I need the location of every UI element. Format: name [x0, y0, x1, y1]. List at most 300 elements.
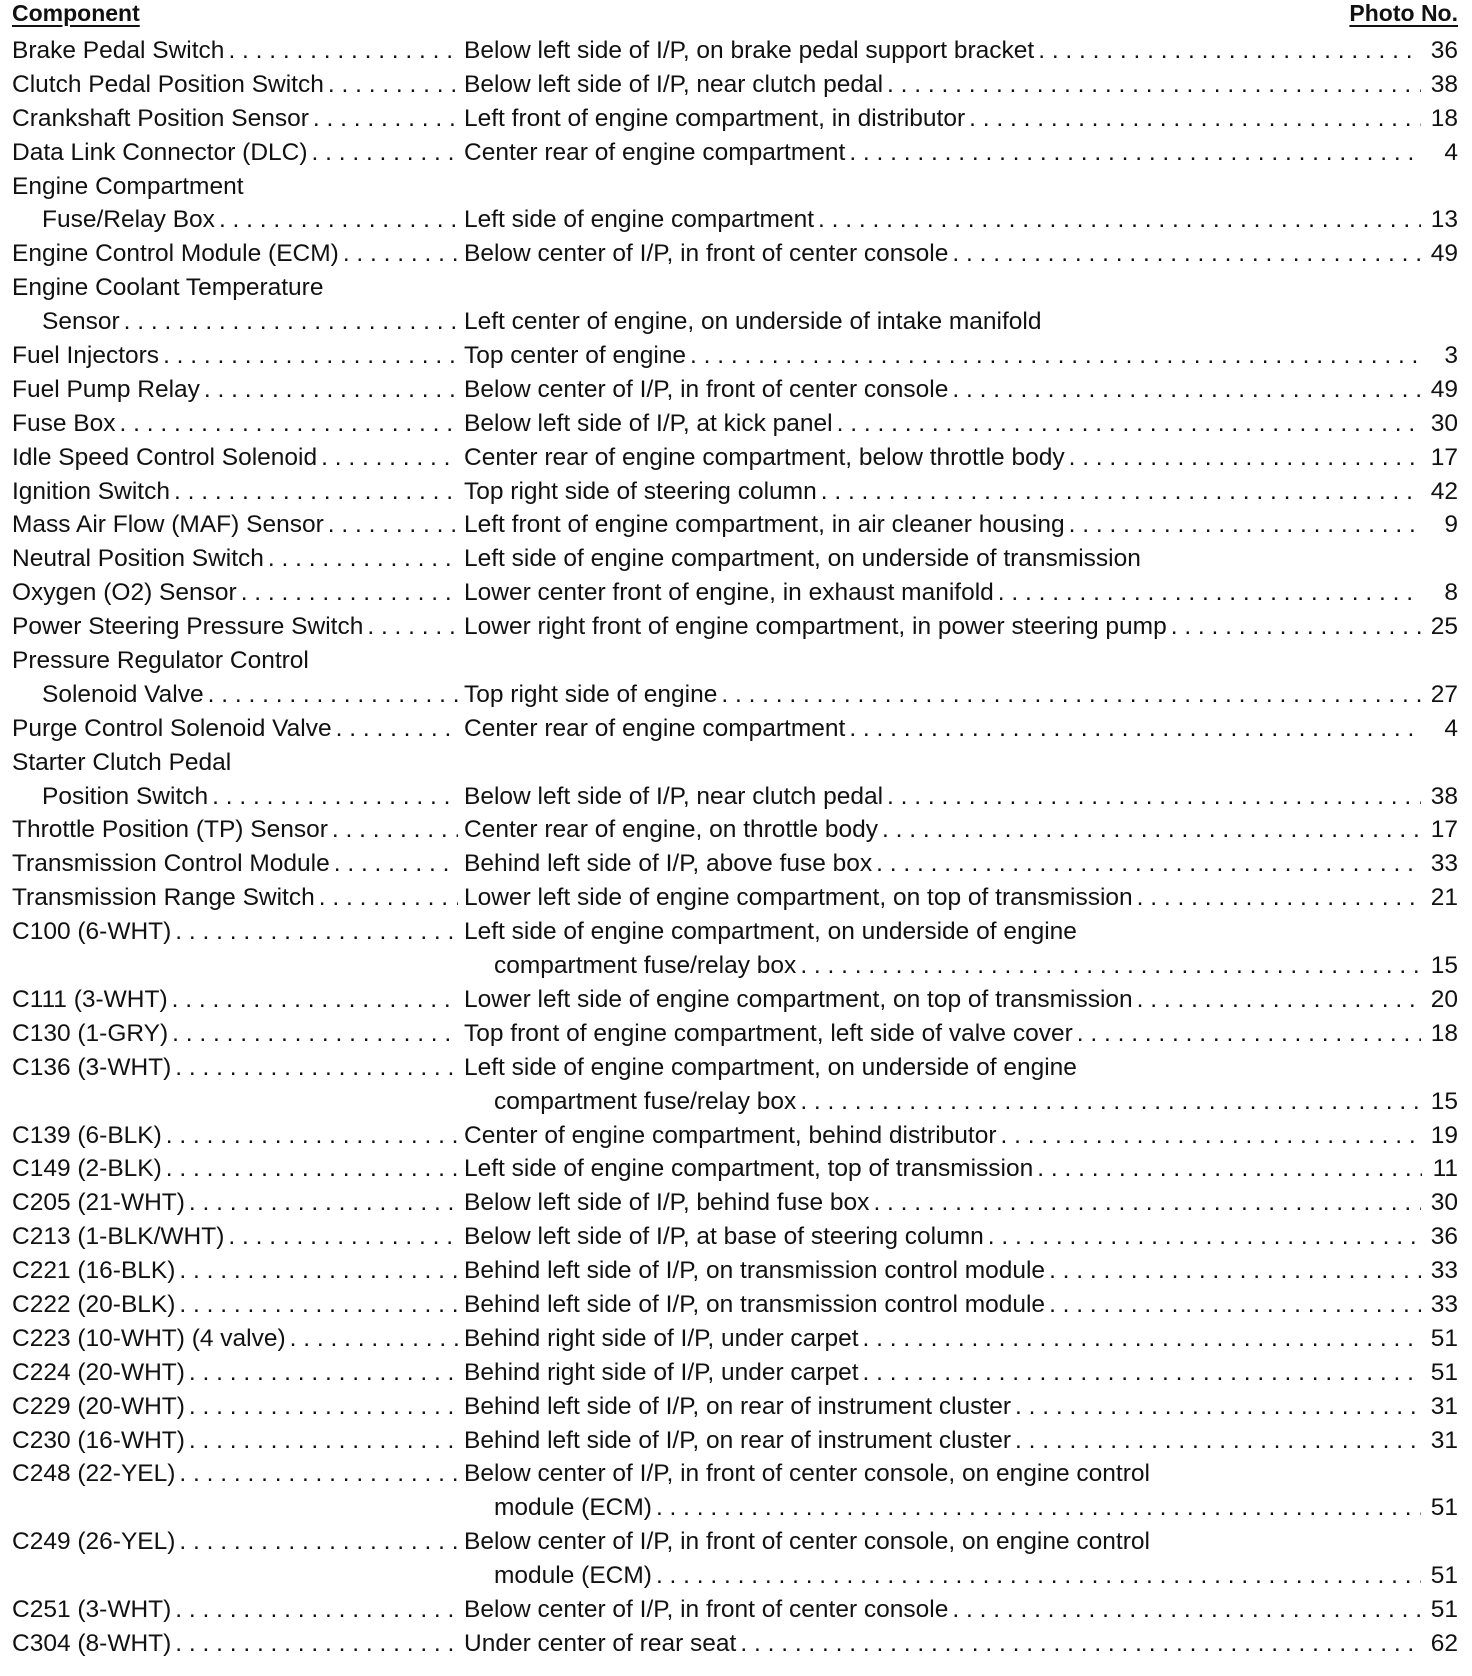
location-cell: [464, 1220, 1427, 1254]
photo-number: 18: [1430, 1019, 1458, 1047]
photo-number: 51: [1430, 1595, 1458, 1623]
row-line: [12, 1119, 1458, 1153]
leader-dots: [319, 881, 458, 915]
row-line: [12, 305, 1458, 339]
leader-dots: [241, 576, 458, 610]
leader-dots: [873, 1186, 1420, 1220]
photo-number: 4: [1444, 138, 1458, 166]
row-line: [12, 508, 1458, 542]
component-cell: [12, 1593, 464, 1627]
leader-dots: [212, 780, 458, 814]
row-line: [12, 780, 1458, 814]
leader-dots: [1015, 1424, 1421, 1458]
location-cell: [464, 475, 1427, 509]
row-line: [12, 1322, 1458, 1356]
table-row: [12, 68, 1458, 102]
component-name: C149 (2-BLK): [12, 1155, 162, 1183]
leader-dots: [1069, 508, 1422, 542]
leader-dots: [1171, 610, 1421, 644]
location-cell: [464, 407, 1427, 441]
photo-number: 8: [1444, 579, 1458, 607]
row-line: [12, 1525, 1458, 1559]
location-text: Lower center front of engine, in exhaust manifold: [464, 579, 994, 607]
photo-number: 3: [1444, 342, 1458, 370]
component-name: C248 (22-YEL): [12, 1460, 176, 1488]
location-text: Lower left side of engine compartment, on top of transmission: [464, 884, 1133, 912]
leader-dots: [204, 373, 458, 407]
location-text: Left side of engine compartment, top of transmission: [464, 1155, 1034, 1183]
component-name: C251 (3-WHT): [12, 1595, 172, 1623]
leader-dots: [174, 475, 458, 509]
photo-number: 51: [1430, 1562, 1458, 1590]
location-text: Below center of I/P, in front of center console: [464, 1595, 949, 1623]
component-name: Engine Control Module (ECM): [12, 240, 339, 268]
location-cell: [464, 34, 1427, 68]
leader-dots: [189, 1186, 458, 1220]
location-cell: [464, 373, 1427, 407]
photo-number: 4: [1444, 714, 1458, 742]
leader-dots: [343, 237, 458, 271]
leader-dots: [1015, 1390, 1421, 1424]
leader-dots: [1037, 1152, 1422, 1186]
leader-dots: [969, 102, 1421, 136]
component-name: Engine Coolant Temperature: [12, 274, 324, 302]
location-cell: [464, 1457, 1458, 1491]
component-cell: [12, 983, 464, 1017]
component-cell: [12, 881, 464, 915]
component-name: C304 (8-WHT): [12, 1629, 172, 1657]
component-name: C249 (26-YEL): [12, 1528, 176, 1556]
location-text: Center rear of engine compartment, below throttle body: [464, 443, 1065, 471]
photo-number: 11: [1432, 1155, 1458, 1183]
photo-number: 25: [1430, 613, 1458, 641]
row-line: [12, 203, 1458, 237]
row-line: [12, 610, 1458, 644]
location-cell: [464, 542, 1428, 576]
location-text: Top right side of steering column: [464, 477, 817, 505]
leader-dots: [1049, 1288, 1421, 1322]
photo-number: 18: [1430, 104, 1458, 132]
location-cell: [464, 102, 1427, 136]
row-line: [12, 1051, 1458, 1085]
leader-dots: [1137, 983, 1421, 1017]
leader-dots: [179, 1457, 458, 1491]
component-cell: [12, 847, 464, 881]
leader-dots: [887, 68, 1421, 102]
location-text: Left side of engine compartment, on underside of engine: [464, 918, 1077, 946]
row-line: [12, 813, 1458, 847]
row-line: [12, 1152, 1458, 1186]
component-cell: [12, 1051, 464, 1085]
component-cell: [12, 1525, 464, 1559]
leader-dots: [189, 1356, 458, 1390]
photo-number: 21: [1430, 884, 1458, 912]
component-cell: [12, 441, 464, 475]
row-line: [12, 678, 1458, 712]
location-text: Left front of engine compartment, in air cleaner housing: [464, 511, 1065, 539]
location-text: Below center of I/P, in front of center console: [464, 375, 949, 403]
table-row: [12, 1152, 1458, 1186]
leader-dots: [740, 1627, 1420, 1661]
location-cell: [464, 1559, 1427, 1593]
component-cell: [12, 542, 464, 576]
component-name: Ignition Switch: [12, 477, 170, 505]
table-row: [12, 1356, 1458, 1390]
leader-dots: [179, 1288, 458, 1322]
leader-dots: [163, 339, 458, 373]
row-line: [12, 1220, 1458, 1254]
table-row: [12, 136, 1458, 170]
leader-dots: [837, 407, 1421, 441]
component-name-continued: Position Switch: [42, 782, 209, 810]
table-row: [12, 1627, 1458, 1661]
component-cell: [12, 1457, 464, 1491]
component-cell: [12, 508, 464, 542]
location-cell: [464, 1186, 1427, 1220]
leader-dots: [800, 949, 1420, 983]
location-cell: [464, 136, 1428, 170]
table-row: [12, 915, 1458, 983]
location-text: Behind left side of I/P, on transmission control module: [464, 1257, 1046, 1285]
photo-number: 15: [1430, 1087, 1458, 1115]
row-line: [12, 407, 1458, 441]
row-line: [12, 1085, 1458, 1119]
location-text: Below center of I/P, in front of center console, on engine control: [464, 1460, 1150, 1488]
leader-dots: [1049, 1254, 1421, 1288]
row-line: [12, 1457, 1458, 1491]
component-name: Neutral Position Switch: [12, 545, 264, 573]
location-text: Top front of engine compartment, left side of valve cover: [464, 1019, 1073, 1047]
component-name: Power Steering Pressure Switch: [12, 613, 364, 641]
table-row: [12, 1593, 1458, 1627]
row-line: [12, 1491, 1458, 1525]
location-text: Below left side of I/P, behind fuse box: [464, 1189, 870, 1217]
table-row: [12, 813, 1458, 847]
component-cell: [12, 678, 464, 712]
location-cell: [464, 1424, 1427, 1458]
row-line: [12, 1254, 1458, 1288]
leader-dots: [311, 136, 458, 170]
component-name: Crankshaft Position Sensor: [12, 104, 309, 132]
component-name: C222 (20-BLK): [12, 1290, 176, 1318]
photo-number: 33: [1430, 1257, 1458, 1285]
component-cell: [12, 373, 464, 407]
component-cell: [12, 610, 464, 644]
component-name-continued: Sensor: [42, 308, 120, 336]
location-cell: [464, 576, 1428, 610]
component-name: C213 (1-BLK/WHT): [12, 1223, 225, 1251]
location-text: Behind left side of I/P, on rear of instrument cluster: [464, 1426, 1012, 1454]
leader-dots: [1137, 881, 1421, 915]
location-text: Center of engine compartment, behind distributor: [464, 1121, 997, 1149]
component-name: C205 (21-WHT): [12, 1189, 185, 1217]
row-line: [12, 136, 1458, 170]
row-line: [12, 1424, 1458, 1458]
table-row: [12, 1424, 1458, 1458]
component-cell: [12, 1254, 464, 1288]
photo-number: 36: [1430, 1223, 1458, 1251]
location-text: Behind left side of I/P, on rear of instrument cluster: [464, 1392, 1012, 1420]
photo-number: 27: [1430, 680, 1458, 708]
location-text: Below left side of I/P, at kick panel: [464, 409, 833, 437]
component-name: C130 (1-GRY): [12, 1019, 169, 1047]
component-cell: [12, 203, 464, 237]
location-text: Below left side of I/P, at base of steering column: [464, 1223, 984, 1251]
leader-dots: [882, 813, 1421, 847]
component-cell: [12, 1390, 464, 1424]
photo-number: 17: [1430, 816, 1458, 844]
photo-number: 15: [1430, 952, 1458, 980]
component-cell: [12, 1119, 464, 1153]
location-text: Lower left side of engine compartment, on top of transmission: [464, 985, 1133, 1013]
location-text: Behind right side of I/P, under carpet: [464, 1358, 859, 1386]
photo-number: 19: [1430, 1121, 1458, 1149]
component-name: Fuel Injectors: [12, 342, 160, 370]
photo-number: 13: [1430, 206, 1458, 234]
leader-dots: [863, 1356, 1421, 1390]
leader-dots: [175, 1051, 458, 1085]
location-cell: [464, 1627, 1427, 1661]
leader-dots: [189, 1390, 458, 1424]
component-cell: [12, 1288, 464, 1322]
component-cell: [12, 1220, 464, 1254]
leader-dots: [849, 712, 1422, 746]
table-row: [12, 1288, 1458, 1322]
location-text: Below center of I/P, in front of center console: [464, 240, 949, 268]
row-line: [12, 949, 1458, 983]
component-name-continued: Solenoid Valve: [42, 680, 204, 708]
component-name: C136 (3-WHT): [12, 1053, 172, 1081]
row-line: [12, 170, 1458, 204]
location-cell: [464, 237, 1427, 271]
leader-dots: [690, 339, 1422, 373]
table-row: [12, 170, 1458, 238]
leader-dots: [1069, 441, 1421, 475]
component-cell: [12, 475, 464, 509]
table-row: [12, 1390, 1458, 1424]
row-line: [12, 746, 1458, 780]
table-row: [12, 1457, 1458, 1525]
leader-dots: [656, 1559, 1421, 1593]
location-cell: [464, 508, 1428, 542]
photo-number: 30: [1430, 409, 1458, 437]
location-text: Below left side of I/P, near clutch pedal: [464, 70, 884, 98]
component-name-continued: Fuse/Relay Box: [42, 206, 215, 234]
location-cell: [464, 68, 1427, 102]
table-row: [12, 102, 1458, 136]
leader-dots: [328, 68, 458, 102]
leader-dots: [179, 1525, 458, 1559]
component-cell: [12, 34, 464, 68]
component-name: C100 (6-WHT): [12, 918, 172, 946]
leader-dots: [334, 847, 458, 881]
component-name: Oxygen (O2) Sensor: [12, 579, 237, 607]
location-cell: [464, 1593, 1427, 1627]
location-cell: [464, 813, 1427, 847]
location-cell: [464, 1051, 1458, 1085]
location-text: Center rear of engine compartment: [464, 714, 846, 742]
component-cell: [12, 136, 464, 170]
component-name: Throttle Position (TP) Sensor: [12, 816, 328, 844]
table-row: [12, 508, 1458, 542]
location-cell: [464, 847, 1427, 881]
location-text: Below left side of I/P, on brake pedal support bracket: [464, 37, 1035, 64]
component-column-header: Component: [12, 0, 140, 26]
table-row: [12, 712, 1458, 746]
photo-number: 49: [1430, 375, 1458, 403]
table-row: [12, 1051, 1458, 1119]
component-cell: [12, 1627, 464, 1661]
component-name: C230 (16-WHT): [12, 1426, 185, 1454]
component-cell: [12, 780, 464, 814]
photo-number: 36: [1430, 37, 1458, 64]
table-row: [12, 339, 1458, 373]
component-cell: [12, 576, 464, 610]
photo-number: 42: [1430, 477, 1458, 505]
table-row: [12, 1322, 1458, 1356]
row-line: [12, 68, 1458, 102]
leader-dots: [332, 813, 458, 847]
location-text-continued: compartment fuse/relay box: [494, 952, 797, 980]
location-cell: [464, 1152, 1428, 1186]
row-line: [12, 1356, 1458, 1390]
component-name: Clutch Pedal Position Switch: [12, 70, 324, 98]
table-row: [12, 983, 1458, 1017]
table-row: [12, 373, 1458, 407]
component-name: C229 (20-WHT): [12, 1392, 185, 1420]
leader-dots: [290, 1322, 458, 1356]
leader-dots: [328, 508, 458, 542]
row-line: [12, 441, 1458, 475]
component-name: Pressure Regulator Control: [12, 647, 309, 675]
table-row: [12, 746, 1458, 814]
leader-dots: [166, 1152, 458, 1186]
row-line: [12, 644, 1458, 678]
row-line: [12, 881, 1458, 915]
table-row: [12, 34, 1458, 68]
row-line: [12, 712, 1458, 746]
component-cell: [12, 1152, 464, 1186]
table-row: [12, 271, 1458, 339]
component-name: Fuse Box: [12, 409, 116, 437]
row-line: [12, 983, 1458, 1017]
component-cell: [12, 407, 464, 441]
table-row: [12, 644, 1458, 712]
component-cell: [12, 271, 464, 305]
photo-number: 9: [1444, 511, 1458, 539]
location-text: Left side of engine compartment, on underside of transmission: [464, 545, 1141, 573]
row-line: [12, 237, 1458, 271]
component-cell: [12, 813, 464, 847]
leader-dots: [313, 102, 458, 136]
location-cell: [464, 1254, 1427, 1288]
leader-dots: [821, 475, 1421, 509]
leader-dots: [952, 1593, 1420, 1627]
location-cell: [464, 1119, 1427, 1153]
location-text-continued: module (ECM): [494, 1562, 652, 1590]
location-cell: [464, 1491, 1427, 1525]
location-text: Behind left side of I/P, above fuse box: [464, 850, 873, 878]
leader-dots: [189, 1424, 458, 1458]
component-name: Mass Air Flow (MAF) Sensor: [12, 511, 324, 539]
photo-number: 20: [1430, 985, 1458, 1013]
component-name: Brake Pedal Switch: [12, 37, 225, 64]
location-text: Below left side of I/P, near clutch pedal: [464, 782, 884, 810]
location-text: Center rear of engine, on throttle body: [464, 816, 879, 844]
leader-dots: [952, 237, 1420, 271]
photo-number: 51: [1430, 1324, 1458, 1352]
photo-number: 33: [1430, 1290, 1458, 1318]
leader-dots: [1038, 34, 1421, 68]
location-text-continued: module (ECM): [494, 1494, 652, 1522]
photo-number: 38: [1430, 70, 1458, 98]
location-cell: [464, 305, 1428, 339]
component-name: Purge Control Solenoid Valve: [12, 714, 332, 742]
location-text: Below center of I/P, in front of center console, on engine control: [464, 1528, 1150, 1556]
location-cell: [464, 1356, 1427, 1390]
component-name: C221 (16-BLK): [12, 1257, 176, 1285]
component-name: C223 (10-WHT) (4 valve): [12, 1324, 286, 1352]
location-cell: [464, 1085, 1427, 1119]
component-cell: [12, 1322, 464, 1356]
location-cell: [464, 881, 1427, 915]
location-cell: [464, 203, 1427, 237]
component-cell: [12, 305, 464, 339]
location-cell: [464, 1322, 1427, 1356]
row-line: [12, 271, 1458, 305]
component-cell: [12, 1017, 464, 1051]
leader-dots: [172, 983, 458, 1017]
component-cell: [12, 712, 464, 746]
row-line: [12, 34, 1458, 68]
location-cell: [464, 1288, 1427, 1322]
location-text: Left side of engine compartment: [464, 206, 815, 234]
leader-dots: [1077, 1017, 1421, 1051]
location-text: Top right side of engine: [464, 680, 718, 708]
table-row: [12, 1119, 1458, 1153]
location-text: Left front of engine compartment, in distributor: [464, 104, 966, 132]
leader-dots: [166, 1119, 458, 1153]
leader-dots: [219, 203, 458, 237]
photo-number: 33: [1430, 850, 1458, 878]
component-cell: [12, 102, 464, 136]
row-line: [12, 1017, 1458, 1051]
table-row: [12, 1186, 1458, 1220]
component-cell: [12, 68, 464, 102]
component-cell: [12, 1356, 464, 1390]
component-cell: [12, 1424, 464, 1458]
table-row: [12, 475, 1458, 509]
component-name: Transmission Range Switch: [12, 884, 315, 912]
leader-dots: [998, 576, 1422, 610]
photo-number: 51: [1430, 1358, 1458, 1386]
row-line: [12, 339, 1458, 373]
table-header: [12, 0, 1458, 34]
component-name: Idle Speed Control Solenoid: [12, 443, 318, 471]
row-line: [12, 1390, 1458, 1424]
leader-dots: [336, 712, 458, 746]
leader-dots: [228, 34, 458, 68]
component-name: Data Link Connector (DLC): [12, 138, 308, 166]
photo-column-header: Photo No.: [1349, 0, 1458, 26]
leader-dots: [818, 203, 1421, 237]
location-text: Under center of rear seat: [464, 1629, 737, 1657]
row-line: [12, 1627, 1458, 1661]
component-name: C111 (3-WHT): [12, 985, 168, 1013]
row-line: [12, 915, 1458, 949]
location-text: Center rear of engine compartment: [464, 138, 846, 166]
table-row: [12, 441, 1458, 475]
